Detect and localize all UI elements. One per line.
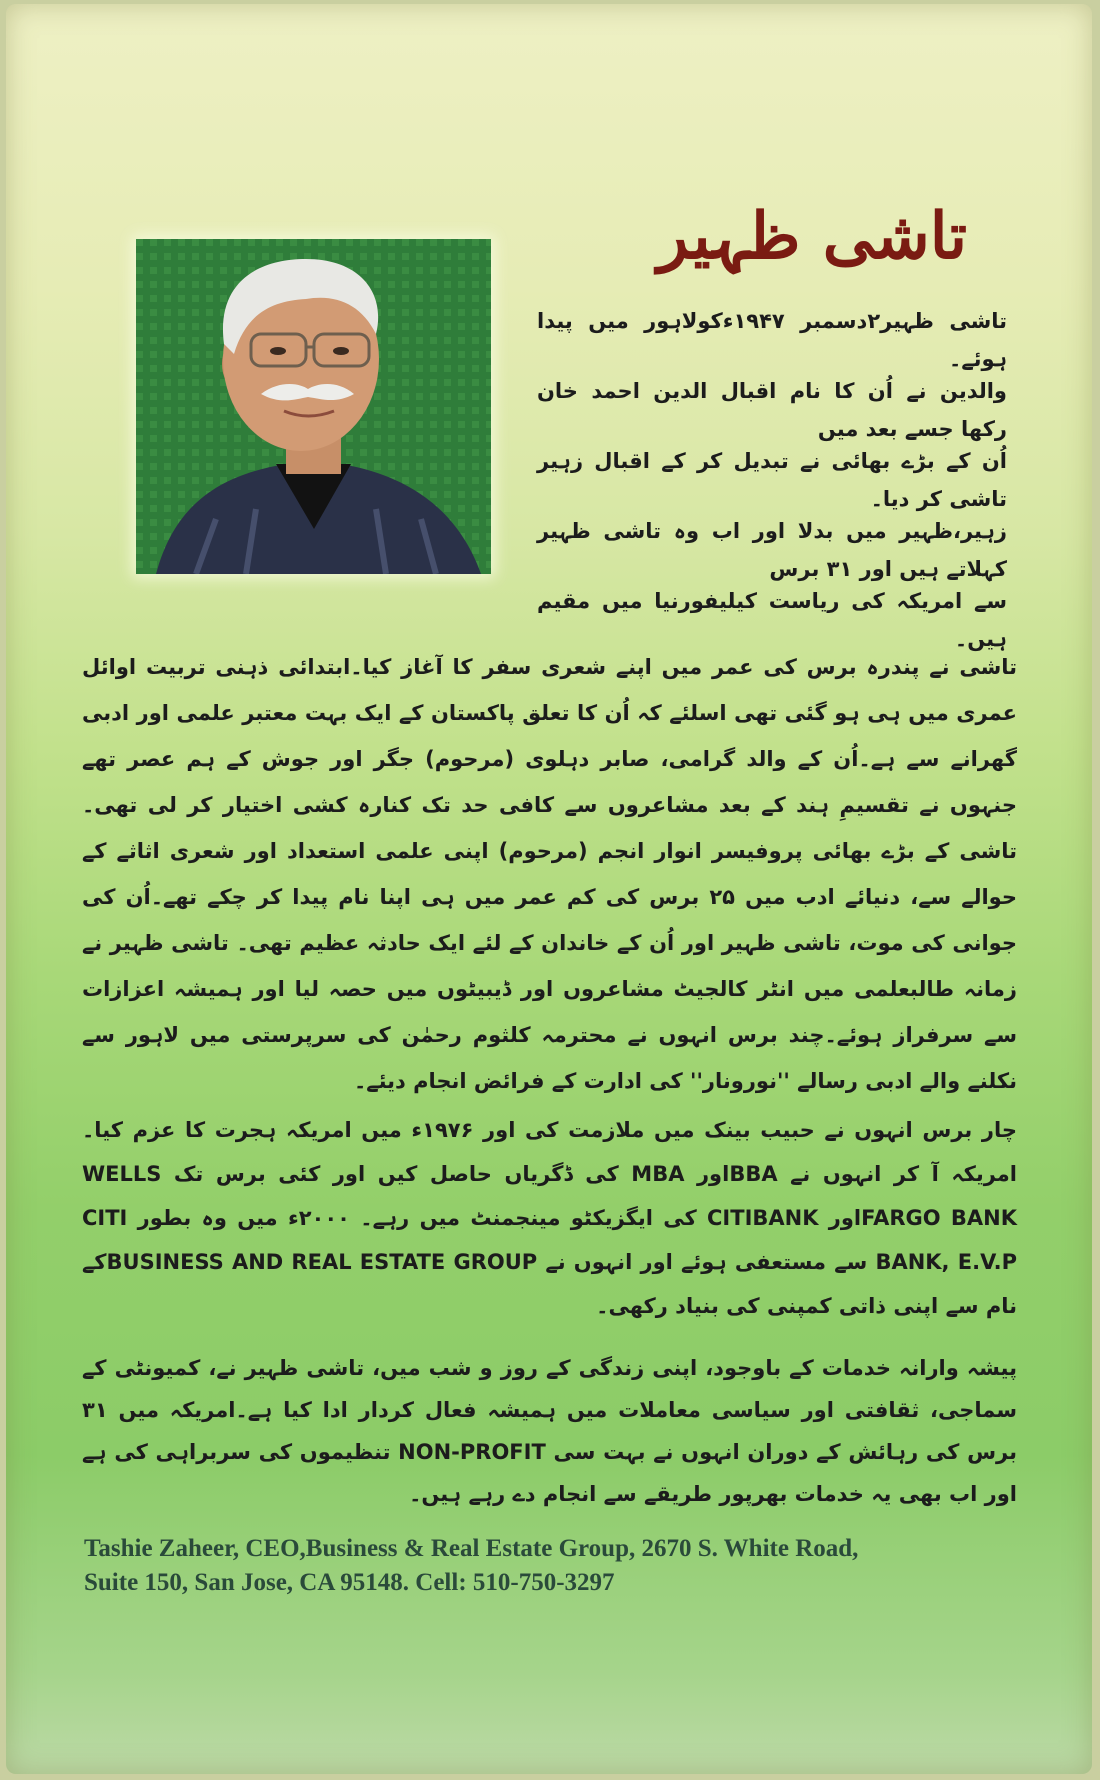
author-portrait-illustration	[136, 239, 491, 574]
contact-footer	[84, 1532, 1064, 1600]
bio-paragraph-poetry: تاشی نے پندرہ برس کی عمر میں اپنے شعری سفر کا آغاز کیا۔ابتدائی ذہنی تربیت اوائل عمری میں ہی ہو گئی تھی اسلئے کہ اُن کا تعلق پاکستان کے ایک بہت معتبر علمی اور ادبی گھرانے سے ہے۔اُن کے والد گرامی، صابر دہلوی (مرحوم) جگر اور جوش کے ہم عصر تھے جنہوں نے تقسیمِ ہند کے بعد مشاعروں سے کافی حد تک کنارہ کشی اختیار کر لی تھی۔تاشی کے بڑے بھائی پروفیسر انوار انجم (مرحوم) اپنی علمی استعداد اور شعری اثاثے کے حوالے سے، دنیائے ادب میں ۲۵ برس کی کم عمر میں ہی اپنا نام پیدا کر چکے تھے۔اُن کی جوانی کی موت، تاشی ظہیر اور اُن کے خاندان کے لئے ایک حادثہ عظیم تھی۔ تاشی ظہیر نے زمانہ طالبعلمی میں انٹر کالجیٹ مشاعروں اور ڈیبیٹوں میں حصہ لیا اور ہمیشہ اعزازات سے سرفراز ہوئے۔چند برس انہوں نے محترمہ کلثوم رحمٰن کی سرپرستی میں لاہور سے نکلنے والے ادبی رسالے ''نورونار'' کی ادارت کے فرائض انجام دیئے۔	[82, 655, 1017, 1093]
contact-line-phone: Suite 150, San Jose, CA 95148. Cell: 510-750-3297	[84, 1569, 615, 1596]
bio-line: زہیر،ظہیر میں بدلا اور اب وہ تاشی ظہیر کہلاتے ہیں اور ۳۱ برس	[537, 519, 1007, 581]
bio-paragraph-career: چار برس انہوں نے حبیب بینک میں ملازمت کی اور ۱۹۷۶ء میں امریکہ ہجرت کا عزم کیا۔امریکہ آ کر انہوں نے BBAاور MBA کی ڈگریاں حاصل کیں اور کئی برس تک WELLS FARGO BANKاور CITIBANK کی ایگزیکٹو مینجمنٹ میں رہے۔ ۲۰۰۰ء میں وہ بطور CITI BANK, E.V.P سے مستعفی ہوئے اور انہوں نے BUSINESS AND REAL ESTATE GROUPکے نام سے اپنی ذاتی کمپنی کی بنیاد رکھی۔	[82, 1118, 1018, 1318]
bio-line: سے امریکہ کی ریاست کیلیفورنیا میں مقیم ہیں۔	[537, 589, 1007, 651]
bio-paragraph-community: پیشہ وارانہ خدمات کے باوجود، اپنی زندگی کے روز و شب میں، تاشی ظہیر نے، کمیونٹی کے سماجی، ثقافتی اور سیاسی معاملات میں ہمیشہ فعال کردار ادا کیا ہے۔امریکہ میں ۳۱ برس کی رہائش کے دوران انہوں نے بہت سی NON-PROFIT تنظیموں کی سربراہی کی ہے اور اب بھی یہ خدمات بھرپور طریقے سے انجام دے رہے ہیں۔	[82, 1356, 1018, 1506]
author-name-title: تاشی ظہیر	[657, 199, 967, 274]
book-back-cover	[6, 4, 1092, 1774]
author-photo	[136, 239, 491, 574]
bio-line: تاشی ظہیر۲دسمبر ۱۹۴۷ءکولاہور میں پیدا ہوئے۔	[537, 309, 1007, 371]
contact-line-address: Tashie Zaheer, CEO,Business & Real Estate Group, 2670 S. White Road,	[84, 1535, 859, 1562]
bio-line: اُن کے بڑے بھائی نے تبدیل کر کے اقبال زہیر تاشی کر دیا۔	[537, 449, 1007, 511]
bio-line: والدین نے اُن کا نام اقبال الدین احمد خان رکھا جسے بعد میں	[537, 379, 1007, 441]
